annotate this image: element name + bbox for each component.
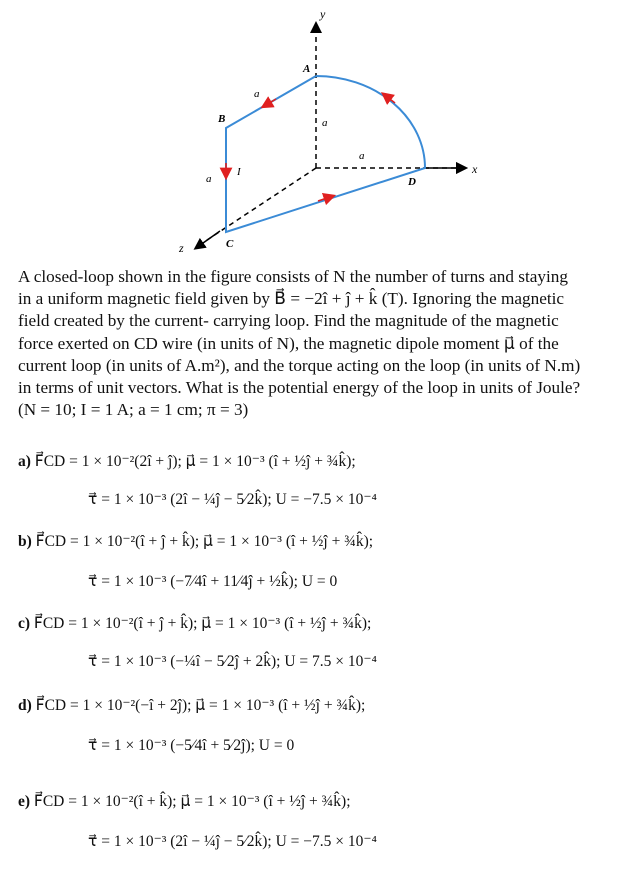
point-label-b: B	[218, 113, 226, 125]
question-line: in a uniform magnetic field given by B⃗ = −2î + ĵ + k̂ (T). Ignoring the magnetic	[18, 289, 565, 309]
question-line: force exerted on CD wire (in units of N), the magnetic dipole moment μ⃗ of the	[18, 333, 559, 353]
point-label-c: C	[226, 238, 234, 250]
question-line: A closed-loop shown in the figure consists of N the number of turns and staying	[18, 267, 568, 286]
option-e-continued: τ⃗ = 1 × 10⁻³ (2î − ¼ĵ − 5⁄2k̂); U = −7.5 × 10⁻⁴	[88, 833, 377, 850]
option-d[interactable]	[18, 696, 365, 715]
question-text	[18, 266, 628, 421]
segment-label-ax: a	[359, 150, 365, 162]
point-label-a: A	[303, 63, 311, 75]
option-text: F⃗CD = 1 × 10⁻²(2î + ĵ); μ⃗ = 1 × 10⁻³ (î + ½ĵ + ¾k̂);	[34, 453, 356, 470]
segment-label-ab: a	[254, 88, 260, 100]
z-axis-label: z	[179, 241, 184, 255]
z-axis-tail	[196, 231, 220, 248]
segment-label-ay: a	[322, 117, 328, 129]
option-label: c)	[18, 615, 31, 632]
option-text: F⃗CD = 1 × 10⁻²(î + ĵ + k̂); μ⃗ = 1 × 10⁻³ (î + ½ĵ + ¾k̂);	[35, 533, 374, 550]
option-d-continued: τ⃗ = 1 × 10⁻³ (−5⁄4î + 5⁄2ĵ); U = 0	[88, 737, 295, 754]
loop-figure	[0, 0, 639, 265]
option-label: d)	[18, 697, 32, 714]
question-line: (N = 10; I = 1 A; a = 1 cm; π = 3)	[18, 400, 249, 420]
question-line: field created by the current- carrying loop. Find the magnitude of the magnetic	[18, 311, 559, 331]
option-text: F⃗CD = 1 × 10⁻²(î + k̂); μ⃗ = 1 × 10⁻³ (î + ½ĵ + ¾k̂);	[33, 793, 351, 810]
question-line: in terms of unit vectors. What is the potential energy of the loop in units of Joule?	[18, 378, 581, 398]
option-text: F⃗CD = 1 × 10⁻²(î + ĵ + k̂); μ⃗ = 1 × 10⁻³ (î + ½ĵ + ¾k̂);	[33, 615, 372, 632]
x-axis-label: x	[472, 162, 478, 176]
option-b-continued: τ⃗ = 1 × 10⁻³ (−7⁄4î + 11⁄4ĵ + ½k̂); U = 0	[88, 573, 338, 590]
option-label: e)	[18, 793, 31, 810]
option-label: b)	[18, 533, 32, 550]
option-c-continued: τ⃗ = 1 × 10⁻³ (−¼î − 5⁄2ĵ + 2k̂); U = 7.5 × 10⁻⁴	[88, 653, 377, 670]
current-arrow-ab	[266, 99, 276, 105]
current-label: I	[237, 166, 241, 178]
question-line: current loop (in units of A.m²), and the torque acting on the loop (in units of N.m)	[18, 355, 581, 375]
y-axis-label: y	[320, 7, 326, 21]
option-a-continued: τ⃗ = 1 × 10⁻³ (2î − ¼ĵ − 5⁄2k̂); U = −7.5 × 10⁻⁴	[88, 491, 377, 508]
option-text: F⃗CD = 1 × 10⁻²(−î + 2ĵ); μ⃗ = 1 × 10⁻³ (î + ½ĵ + ¾k̂);	[35, 697, 366, 714]
point-label-d: D	[408, 176, 416, 188]
option-label: a)	[18, 453, 31, 470]
segment-label-bc: a	[206, 173, 212, 185]
option-b[interactable]	[18, 532, 373, 551]
option-c[interactable]	[18, 614, 371, 633]
option-a[interactable]	[18, 452, 356, 471]
option-e[interactable]	[18, 792, 351, 811]
